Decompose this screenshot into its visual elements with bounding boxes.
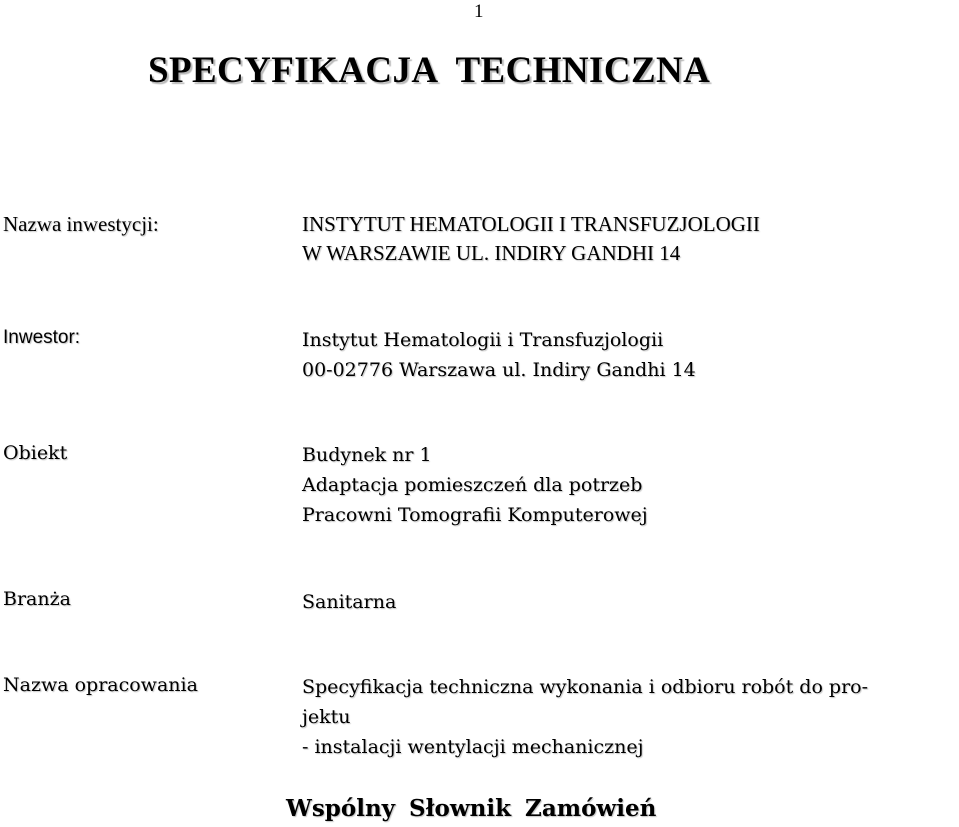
cpv-heading: Wspólny Słownik Zamówień — [286, 795, 657, 822]
document-title: SPECYFIKACJA TECHNICZNA — [148, 50, 711, 91]
investor-line-2: 00-02776 Warszawa ul. Indiry Gandhi 14 — [302, 359, 696, 381]
investment-name-label: Nazwa inwestycji: — [3, 212, 159, 236]
investment-name-line-1: INSTYTUT HEMATOLOGII I TRANSFUZJOLOGII — [302, 212, 760, 236]
trade-value: Sanitarna — [302, 591, 397, 613]
study-name-line-3: - instalacji wentylacji mechanicznej — [302, 736, 644, 758]
investor-label: Inwestor: — [3, 327, 81, 348]
object-line-3: Pracowni Tomografii Komputerowej — [302, 504, 648, 526]
trade-label: Branża — [3, 588, 71, 610]
object-value — [302, 440, 648, 530]
page-number: 1 — [474, 1, 484, 22]
investment-name-value — [302, 210, 760, 268]
object-line-2: Adaptacja pomieszczeń dla potrzeb — [302, 474, 643, 496]
study-name-line-1: Specyfikacja techniczna wykonania i odbioru robót do pro- — [302, 676, 869, 698]
investor-line-1: Instytut Hematologii i Transfuzjologii — [302, 329, 664, 351]
object-line-1: Budynek nr 1 — [302, 444, 432, 466]
study-name-label: Nazwa opracowania — [3, 674, 198, 696]
study-name-line-2: jektu — [302, 706, 351, 728]
study-name-value — [302, 672, 957, 762]
investor-value — [302, 325, 696, 385]
investment-name-line-2: W WARSZAWIE UL. INDIRY GANDHI 14 — [302, 241, 681, 265]
object-label: Obiekt — [3, 442, 68, 464]
